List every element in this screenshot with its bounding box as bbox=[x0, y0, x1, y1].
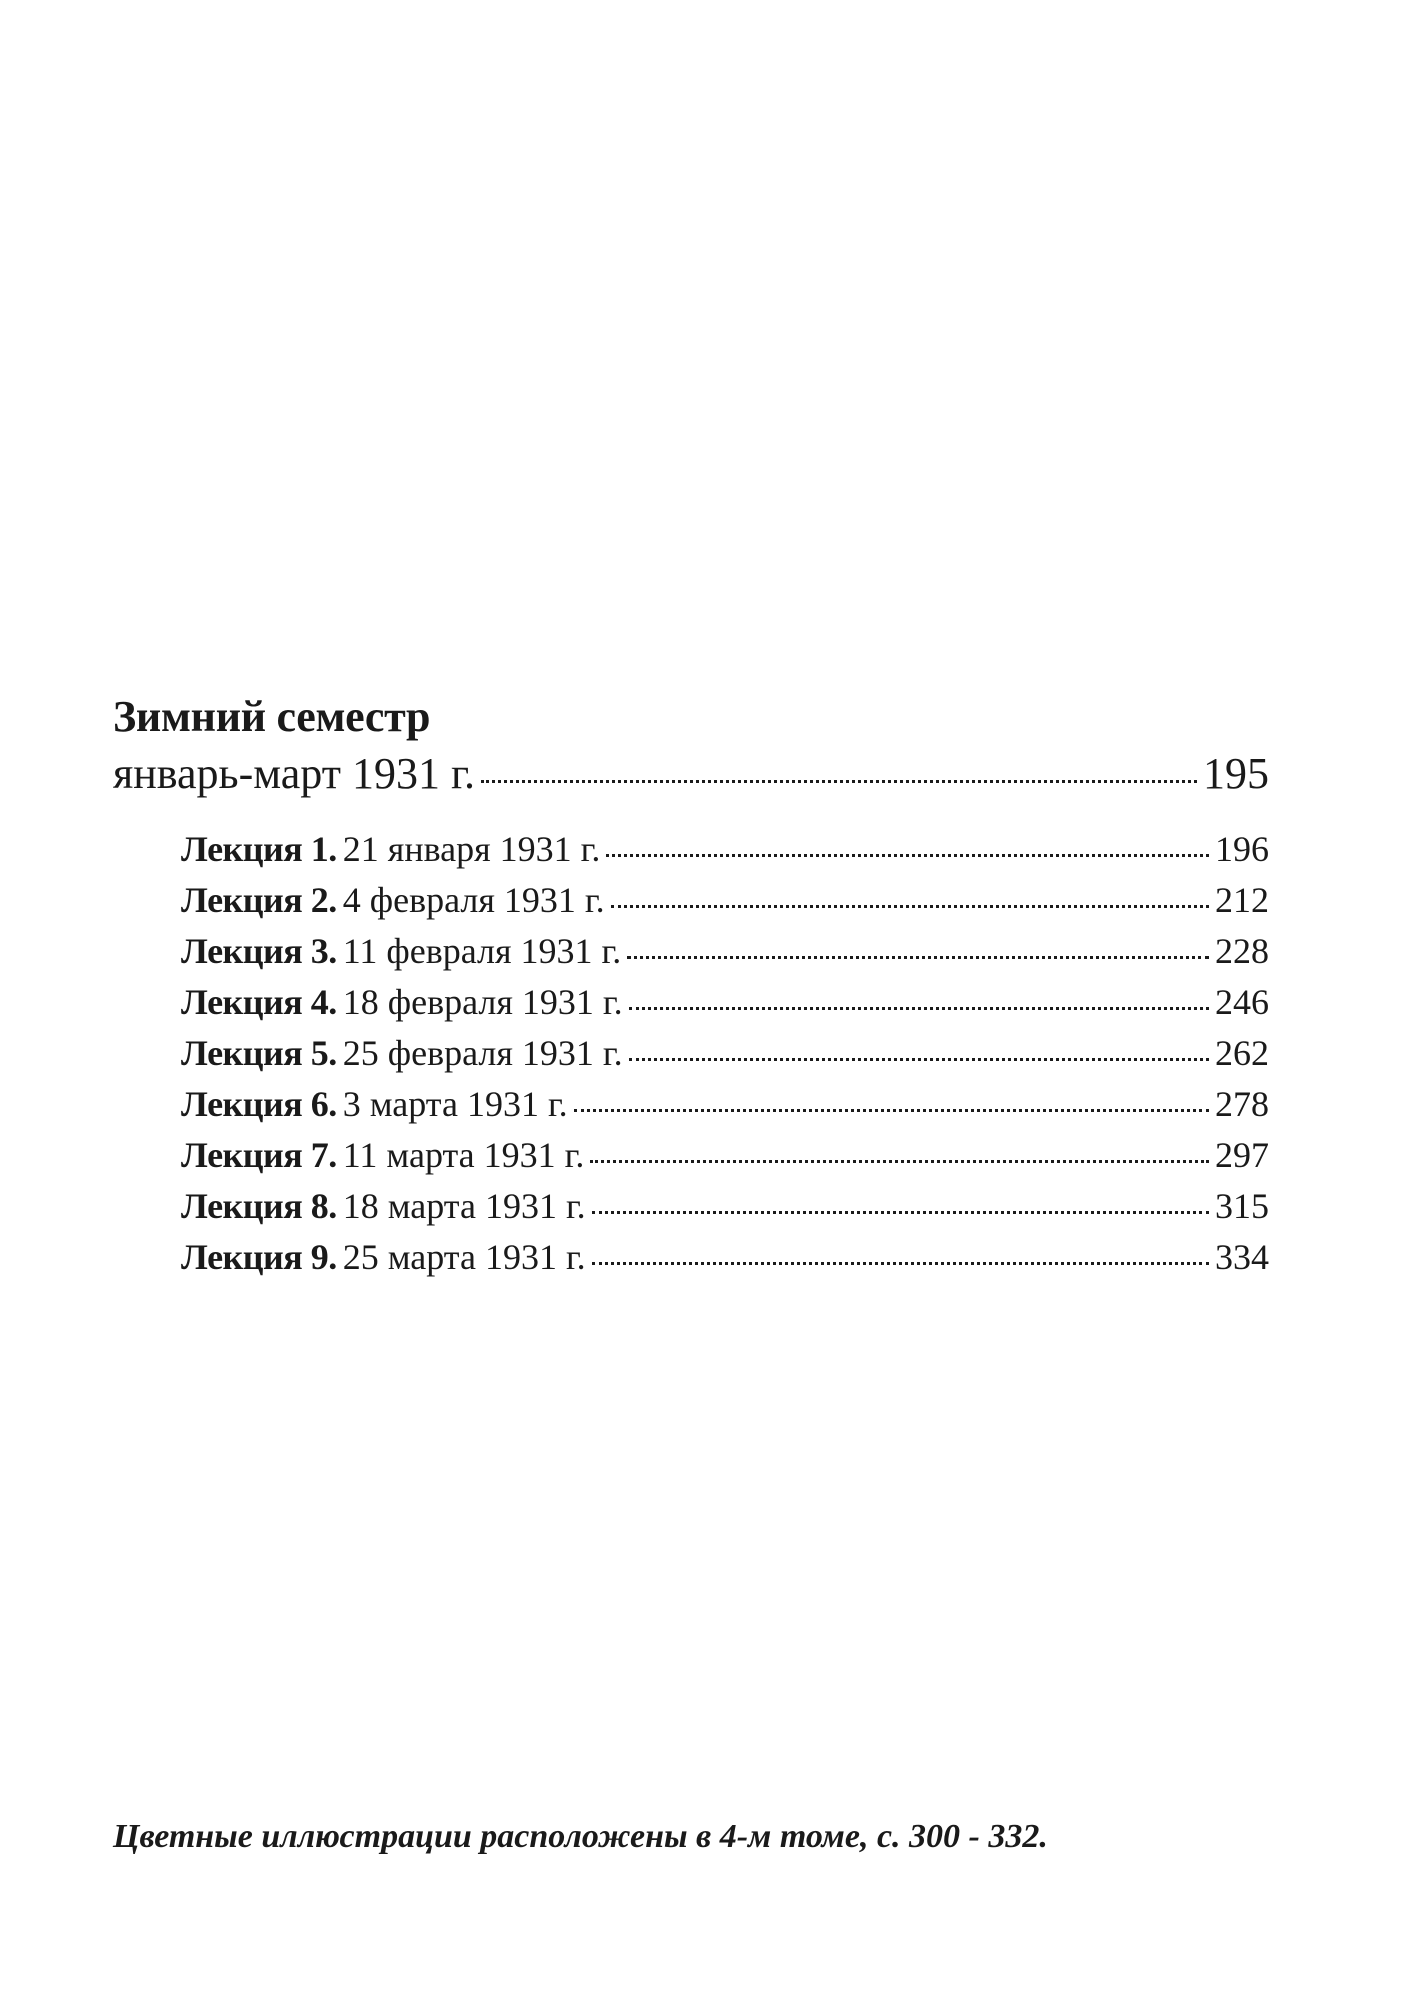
lecture-entry bbox=[181, 977, 1269, 1028]
lecture-label: Лекция 9. bbox=[181, 1237, 337, 1277]
dot-leader bbox=[574, 1080, 1209, 1116]
dot-leader bbox=[592, 1182, 1209, 1218]
section-subtitle: январь-март 1931 г. bbox=[113, 749, 476, 798]
dot-leader bbox=[481, 744, 1197, 788]
lecture-date: 25 марта 1931 г. bbox=[342, 1237, 586, 1277]
lecture-date: 21 января 1931 г. bbox=[342, 829, 601, 869]
dot-leader bbox=[629, 978, 1209, 1014]
lecture-date: 18 февраля 1931 г. bbox=[342, 982, 623, 1022]
dot-leader bbox=[592, 1233, 1209, 1269]
dot-leader bbox=[606, 825, 1209, 861]
section-title: Зимний семестр bbox=[113, 692, 431, 741]
lecture-page-number: 246 bbox=[1215, 982, 1269, 1022]
lecture-entry bbox=[181, 926, 1269, 977]
lecture-entry bbox=[181, 875, 1269, 926]
toc-section bbox=[113, 690, 1269, 1283]
lecture-entry bbox=[181, 824, 1269, 875]
lecture-date: 11 февраля 1931 г. bbox=[342, 931, 622, 971]
lecture-label: Лекция 8. bbox=[181, 1186, 337, 1226]
lecture-label: Лекция 1. bbox=[181, 829, 337, 869]
lecture-entry bbox=[181, 1130, 1269, 1181]
dot-leader bbox=[629, 1029, 1209, 1065]
lecture-page-number: 278 bbox=[1215, 1084, 1269, 1124]
lecture-list bbox=[113, 824, 1269, 1283]
illustrations-note: Цветные иллюстрации расположены в 4-м томе, с. 300 - 332. bbox=[113, 1818, 1048, 1855]
lecture-label: Лекция 2. bbox=[181, 880, 337, 920]
lecture-entry bbox=[181, 1079, 1269, 1130]
lecture-entry bbox=[181, 1028, 1269, 1079]
lecture-page-number: 228 bbox=[1215, 931, 1269, 971]
lecture-date: 4 февраля 1931 г. bbox=[342, 880, 605, 920]
lecture-page-number: 297 bbox=[1215, 1135, 1269, 1175]
lecture-date: 3 марта 1931 г. bbox=[342, 1084, 568, 1124]
lecture-label: Лекция 3. bbox=[181, 931, 337, 971]
lecture-label: Лекция 7. bbox=[181, 1135, 337, 1175]
dot-leader bbox=[627, 927, 1209, 963]
section-page-number: 195 bbox=[1203, 749, 1269, 798]
lecture-page-number: 262 bbox=[1215, 1033, 1269, 1073]
dot-leader bbox=[590, 1131, 1209, 1167]
lecture-label: Лекция 5. bbox=[181, 1033, 337, 1073]
lecture-page-number: 334 bbox=[1215, 1237, 1269, 1277]
lecture-date: 11 марта 1931 г. bbox=[342, 1135, 585, 1175]
lecture-entry bbox=[181, 1181, 1269, 1232]
lecture-page-number: 196 bbox=[1215, 829, 1269, 869]
dot-leader bbox=[611, 876, 1209, 912]
lecture-label: Лекция 4. bbox=[181, 982, 337, 1022]
lecture-entry bbox=[181, 1232, 1269, 1283]
lecture-page-number: 315 bbox=[1215, 1186, 1269, 1226]
lecture-date: 18 марта 1931 г. bbox=[342, 1186, 586, 1226]
lecture-date: 25 февраля 1931 г. bbox=[342, 1033, 623, 1073]
section-entry bbox=[113, 744, 1269, 802]
lecture-page-number: 212 bbox=[1215, 880, 1269, 920]
lecture-label: Лекция 6. bbox=[181, 1084, 337, 1124]
